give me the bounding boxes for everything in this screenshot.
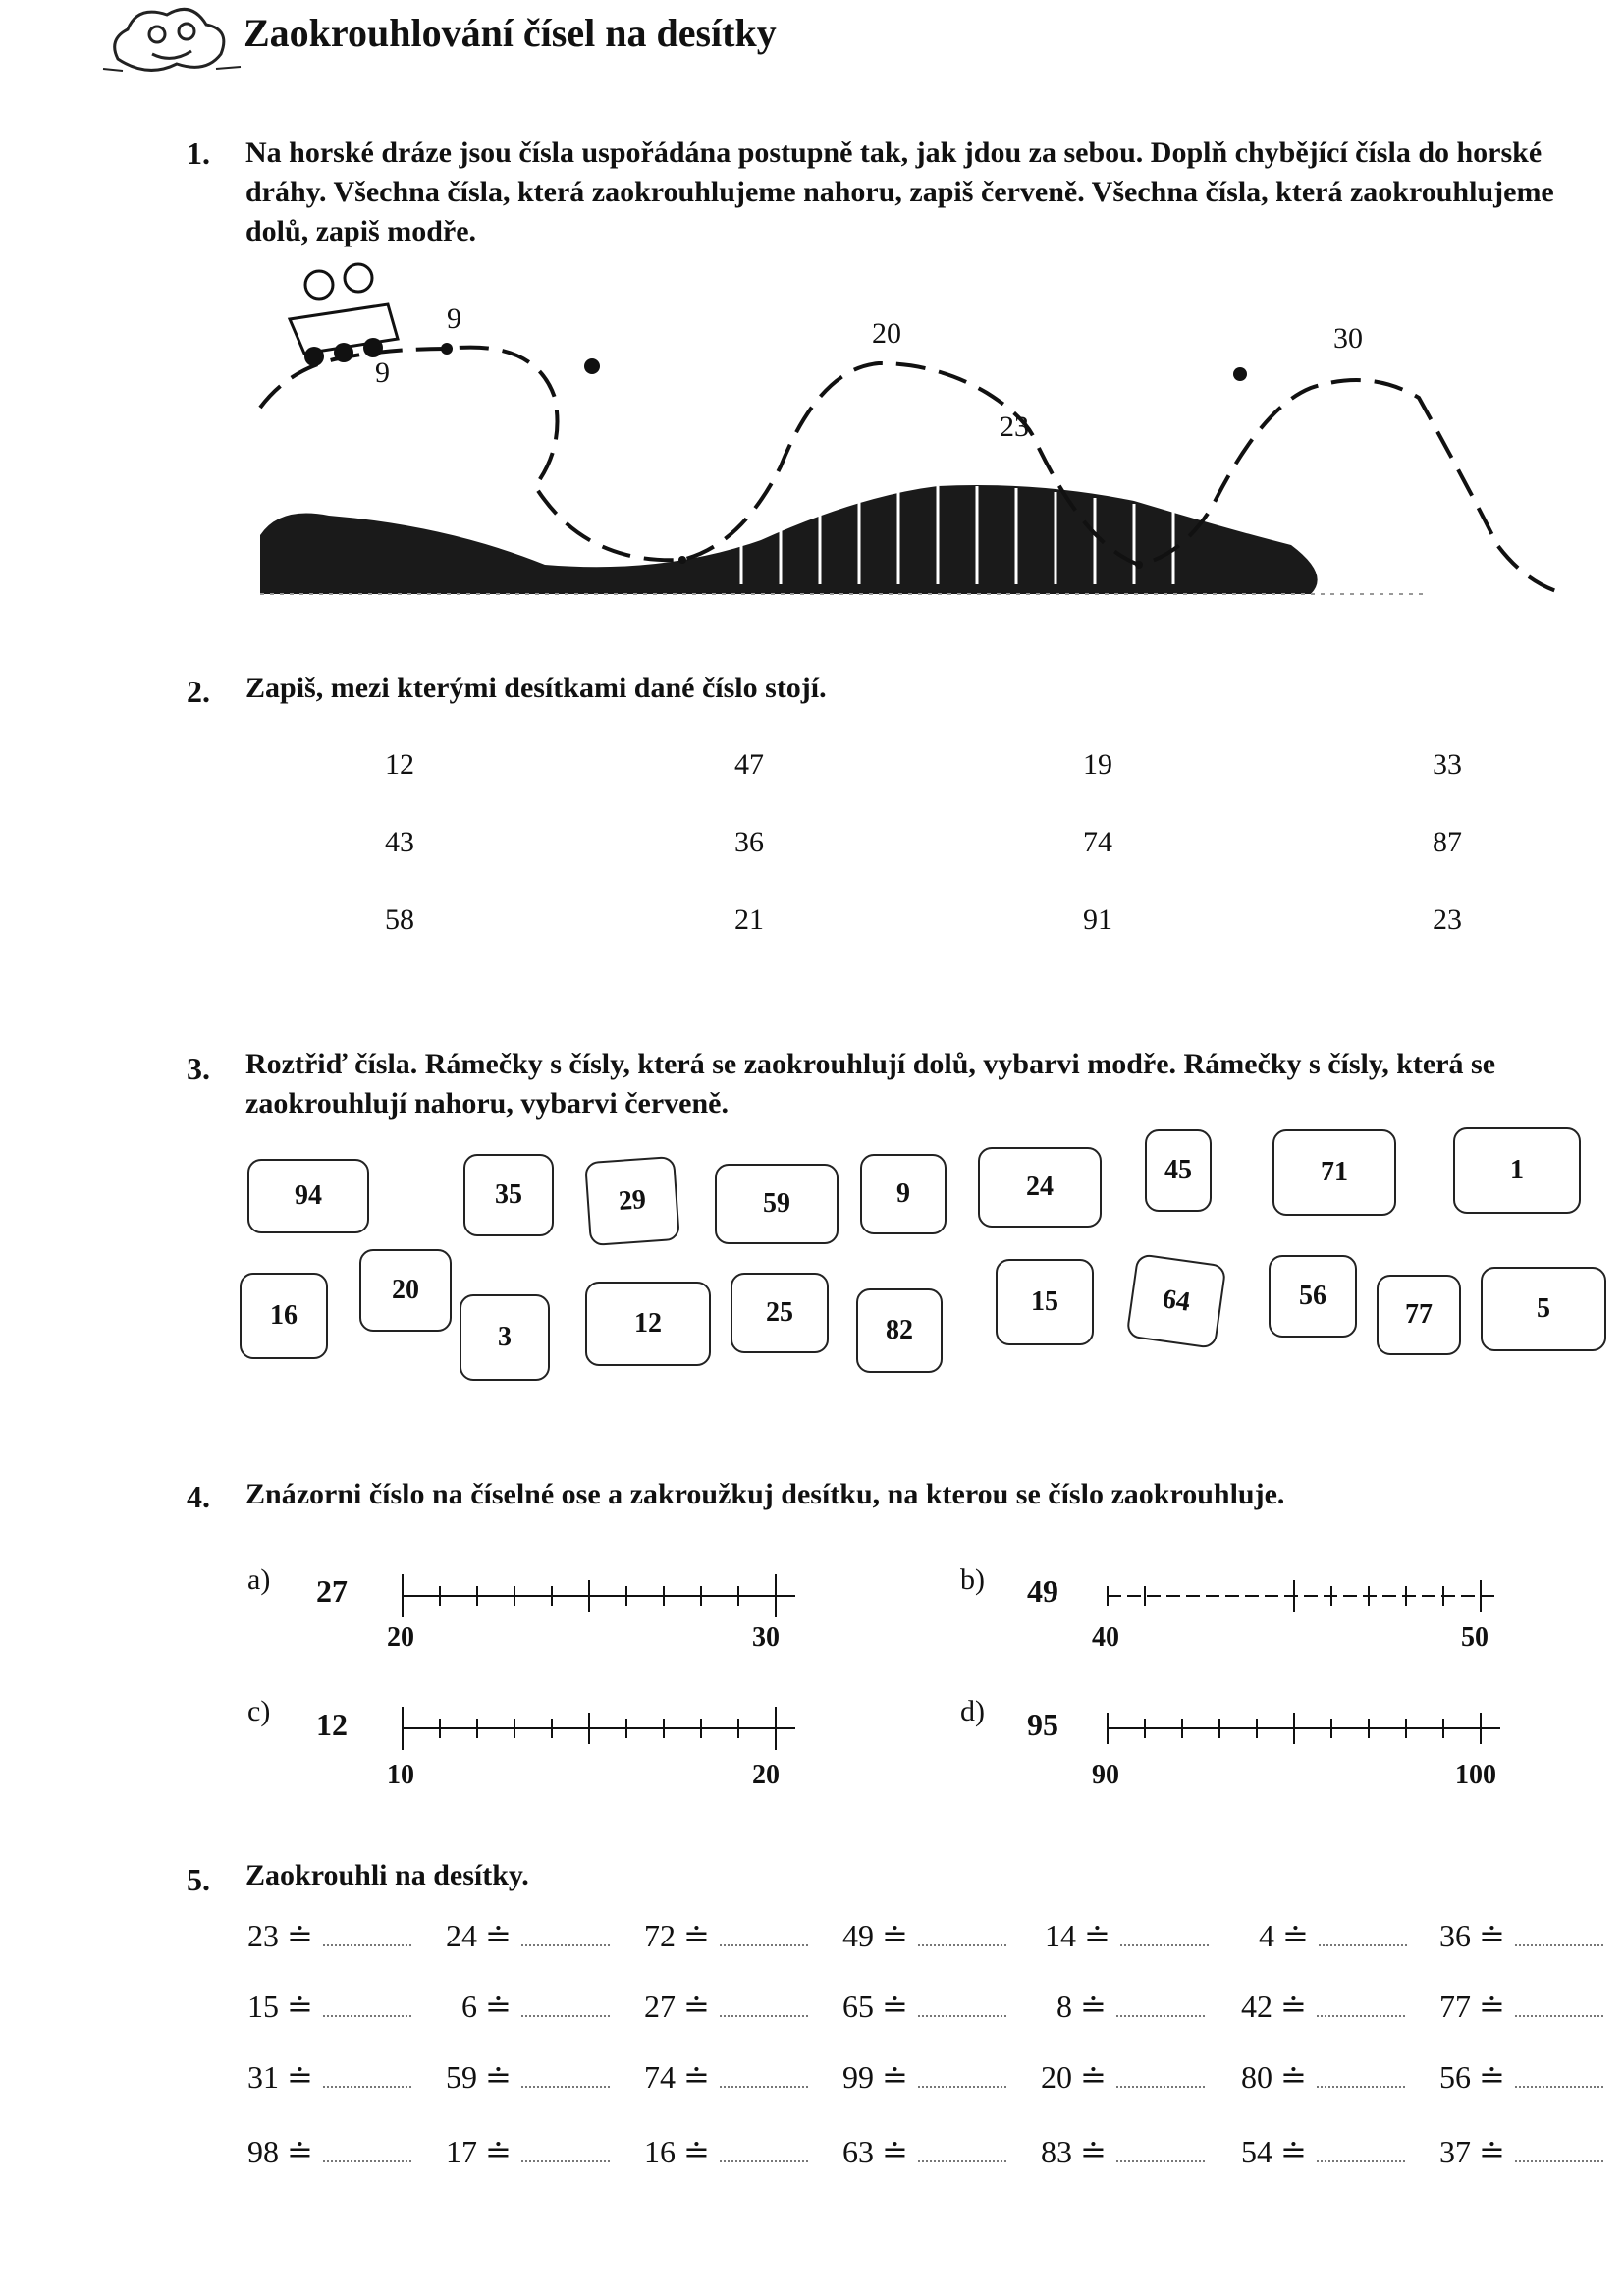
number-card[interactable]: 3 [460, 1294, 550, 1381]
part-a-label: a) [247, 1563, 271, 1596]
number-line [393, 1689, 805, 1758]
task2-number: 33 [1433, 748, 1462, 781]
axis-start-label: 10 [387, 1760, 414, 1790]
coaster-label: 9 [447, 302, 461, 335]
answer-blank[interactable] [521, 2009, 610, 2017]
rounding-exercise: 24 ≐ [446, 1917, 610, 1954]
answer-blank[interactable] [720, 1939, 808, 1946]
rounding-exercise: 27 ≐ [644, 1988, 808, 2025]
number-card[interactable]: 25 [731, 1273, 829, 1353]
rounding-exercise: 14 ≐ [1045, 1917, 1209, 1954]
task2-number: 91 [1083, 903, 1112, 936]
rounding-exercise: 77 ≐ [1439, 1988, 1603, 2025]
answer-blank[interactable] [1116, 2080, 1205, 2088]
answer-blank[interactable] [1319, 1939, 1407, 1946]
rounding-exercise: 99 ≐ [842, 2058, 1006, 2096]
task2-number: 12 [385, 748, 414, 781]
number-card[interactable]: 9 [860, 1154, 947, 1234]
rounding-exercise: 37 ≐ [1439, 2133, 1603, 2170]
number-card[interactable]: 24 [978, 1147, 1102, 1228]
answer-blank[interactable] [1116, 2155, 1205, 2162]
coaster-label: 9 [375, 356, 390, 389]
rounding-exercise: 20 ≐ [1041, 2058, 1205, 2096]
number-card[interactable]: 59 [715, 1164, 839, 1244]
part-c-label: c) [247, 1695, 271, 1727]
coaster-label: 23 [1000, 410, 1029, 443]
answer-blank[interactable] [1515, 2080, 1603, 2088]
answer-blank[interactable] [521, 1939, 610, 1946]
answer-blank[interactable] [720, 2009, 808, 2017]
axis-start-label: 90 [1092, 1760, 1119, 1790]
task2-number: 47 [734, 748, 764, 781]
rounding-exercise: 65 ≐ [842, 1988, 1006, 2025]
answer-blank[interactable] [720, 2080, 808, 2088]
coaster-cart-icon [290, 264, 398, 366]
task-4-text: Znázorni číslo na číselné ose a zakroužkuj desítku, na kterou se číslo zaokrouhluje. [245, 1478, 1285, 1510]
coaster-label: 30 [1333, 322, 1363, 355]
answer-blank[interactable] [1317, 2009, 1405, 2017]
rounding-exercise: 59 ≐ [446, 2058, 610, 2096]
number-card[interactable]: 20 [359, 1249, 452, 1332]
number-card[interactable]: 94 [247, 1159, 369, 1233]
answer-blank[interactable] [521, 2155, 610, 2162]
answer-blank[interactable] [323, 2155, 411, 2162]
rounding-exercise: 63 ≐ [842, 2133, 1006, 2170]
number-card[interactable]: 12 [585, 1282, 711, 1366]
number-card[interactable]: 1 [1453, 1127, 1581, 1214]
rounding-exercise: 6 ≐ [461, 1988, 610, 2025]
number-line [393, 1557, 805, 1625]
task2-number: 87 [1433, 826, 1462, 858]
task-1-text: Na horské dráze jsou čísla uspořádána postupně tak, jak jdou za sebou. Doplň chybějící čísla do horské dráhy. Všechna čísla, která zaokrouhlujeme nahoru, zapiš červeně. Všechna čísla, která zaokrouhlujeme dolů, zapiš modře. [245, 137, 1554, 247]
answer-blank[interactable] [918, 1939, 1006, 1946]
number-card[interactable]: 71 [1272, 1129, 1396, 1216]
rounding-exercise: 17 ≐ [446, 2133, 610, 2170]
answer-blank[interactable] [1116, 2009, 1205, 2017]
rounding-exercise: 23 ≐ [247, 1917, 411, 1954]
mascot-logo-icon [98, 0, 245, 79]
task-3-number: 3. [187, 1051, 210, 1086]
page-title: Zaokrouhlování čísel na desítky [244, 11, 777, 55]
axis-end-label: 50 [1461, 1622, 1489, 1653]
rounding-exercise: 80 ≐ [1241, 2058, 1405, 2096]
number-card[interactable]: 45 [1145, 1129, 1212, 1212]
part-d-number: 95 [1027, 1707, 1058, 1742]
answer-blank[interactable] [1515, 2009, 1603, 2017]
axis-start-label: 40 [1092, 1622, 1119, 1653]
task-1-number: 1. [187, 136, 210, 171]
part-b-label: b) [960, 1563, 985, 1596]
task-2-number: 2. [187, 674, 210, 709]
answer-blank[interactable] [1317, 2155, 1405, 2162]
rounding-exercise: 36 ≐ [1439, 1917, 1603, 1954]
rounding-exercise: 15 ≐ [247, 1988, 411, 2025]
number-card[interactable]: 5 [1481, 1267, 1606, 1351]
answer-blank[interactable] [323, 2080, 411, 2088]
rounding-exercise: 74 ≐ [644, 2058, 808, 2096]
task2-number: 58 [385, 903, 414, 936]
number-card[interactable]: 82 [856, 1288, 943, 1373]
coaster-label: 20 [872, 317, 901, 350]
answer-blank[interactable] [918, 2080, 1006, 2088]
number-card[interactable]: 77 [1377, 1275, 1461, 1355]
rounding-exercise: 16 ≐ [644, 2133, 808, 2170]
part-a-number: 27 [316, 1573, 348, 1609]
task-5-text: Zaokrouhli na desítky. [245, 1859, 529, 1891]
task-4-number: 4. [187, 1479, 210, 1514]
rounding-exercise: 42 ≐ [1241, 1988, 1405, 2025]
answer-blank[interactable] [1317, 2080, 1405, 2088]
answer-blank[interactable] [521, 2080, 610, 2088]
number-card[interactable]: 16 [240, 1273, 328, 1359]
part-c-number: 12 [316, 1707, 348, 1742]
rounding-exercise: 49 ≐ [842, 1917, 1006, 1954]
axis-end-label: 30 [752, 1622, 780, 1653]
rounding-exercise: 54 ≐ [1241, 2133, 1405, 2170]
answer-blank[interactable] [1515, 1939, 1603, 1946]
number-card[interactable]: 29 [584, 1156, 680, 1246]
answer-blank[interactable] [918, 2155, 1006, 2162]
rounding-exercise: 31 ≐ [247, 2058, 411, 2096]
rounding-exercise: 8 ≐ [1056, 1988, 1205, 2025]
rounding-exercise: 4 ≐ [1259, 1917, 1407, 1954]
task2-number: 74 [1083, 826, 1112, 858]
answer-blank[interactable] [323, 1939, 411, 1946]
rounding-exercise: 72 ≐ [644, 1917, 808, 1954]
part-b-number: 49 [1027, 1573, 1058, 1609]
answer-blank[interactable] [1120, 1939, 1209, 1946]
task-5-number: 5. [187, 1862, 210, 1897]
answer-blank[interactable] [720, 2155, 808, 2162]
number-line [1098, 1689, 1510, 1758]
rounding-exercise: 56 ≐ [1439, 2058, 1603, 2096]
axis-end-label: 20 [752, 1760, 780, 1790]
task2-number: 43 [385, 826, 414, 858]
axis-end-label: 100 [1455, 1760, 1496, 1790]
rounding-exercise: 83 ≐ [1041, 2133, 1205, 2170]
number-line [1098, 1557, 1510, 1625]
task2-number: 21 [734, 903, 764, 936]
answer-blank[interactable] [1515, 2155, 1603, 2162]
task-2-text: Zapiš, mezi kterými desítkami dané číslo stojí. [245, 672, 827, 704]
number-card[interactable]: 15 [996, 1259, 1094, 1345]
task2-number: 36 [734, 826, 764, 858]
number-card[interactable]: 64 [1125, 1253, 1226, 1349]
axis-start-label: 20 [387, 1622, 414, 1653]
number-card[interactable]: 56 [1269, 1255, 1357, 1338]
task2-number: 23 [1433, 903, 1462, 936]
number-card[interactable]: 35 [463, 1154, 554, 1236]
rounding-exercise: 98 ≐ [247, 2133, 411, 2170]
task-3-text: Roztřiď čísla. Rámečky s čísly, která se zaokrouhlují dolů, vybarvi modře. Rámečky s čísly, která se zaokrouhlují nahoru, vybarvi červeně. [245, 1048, 1496, 1120]
task2-number: 19 [1083, 748, 1112, 781]
answer-blank[interactable] [918, 2009, 1006, 2017]
answer-blank[interactable] [323, 2009, 411, 2017]
part-d-label: d) [960, 1695, 985, 1727]
